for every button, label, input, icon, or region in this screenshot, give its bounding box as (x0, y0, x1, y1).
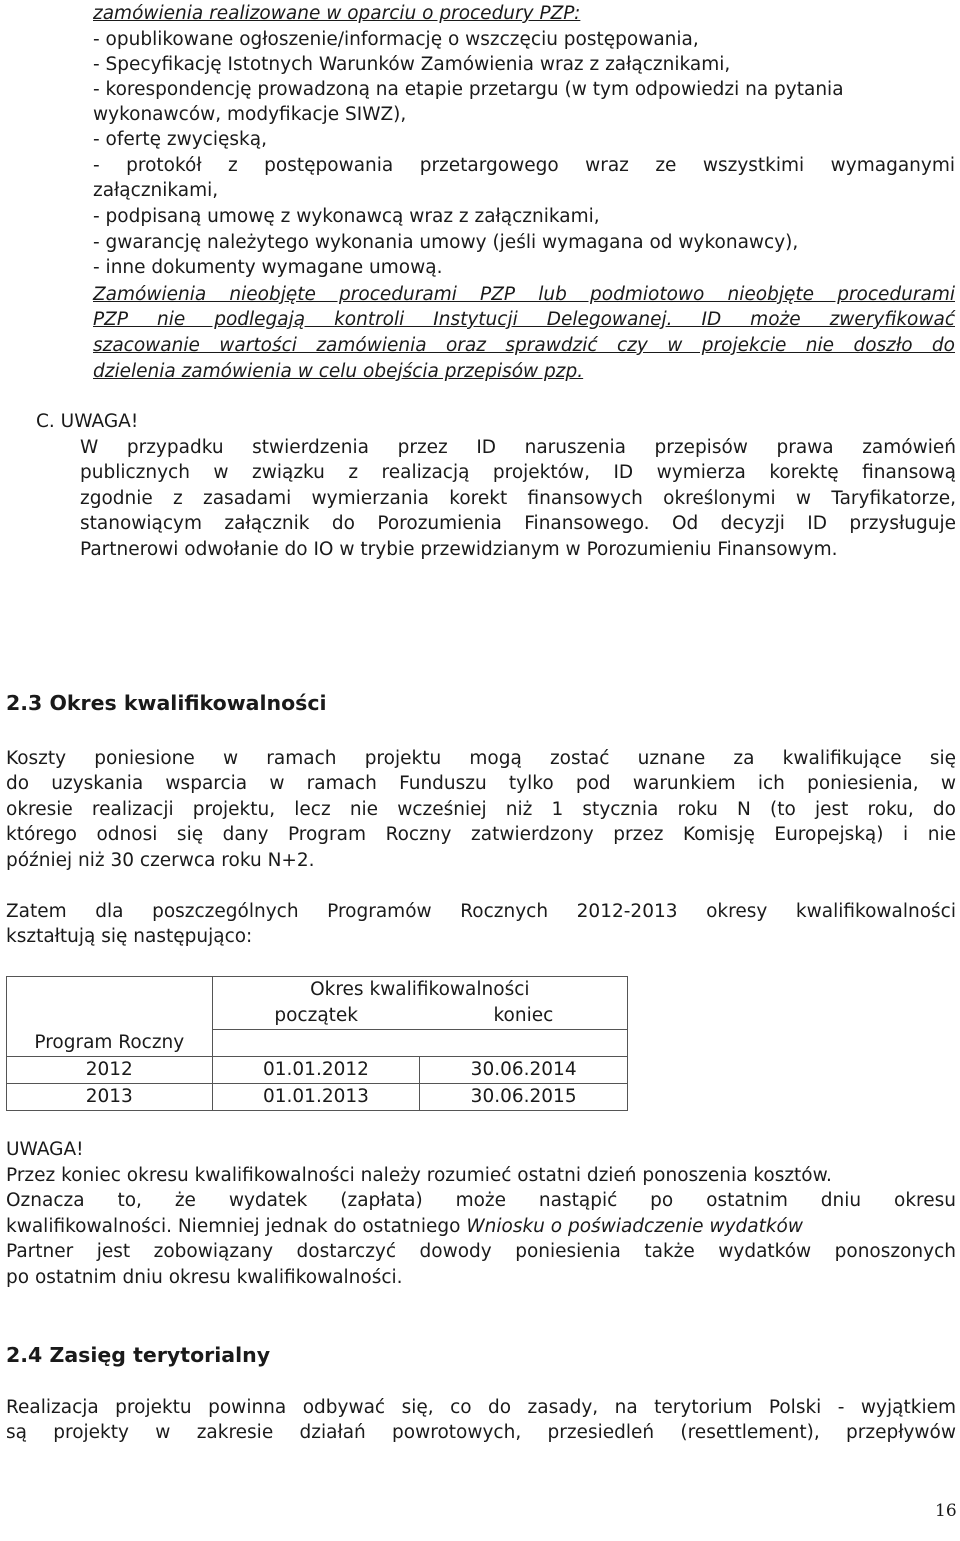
paragraph-line: są projekty w zakresie działań powrotowych, przesiedleń (resettlement), przepływów (6, 1422, 956, 1443)
paragraph-line: do uzyskania wsparcia w ramach Funduszu tylko pod warunkiem ich poniesienia, w (6, 773, 956, 794)
note-line: dzielenia zamówienia w celu obejścia przepisów pzp. (93, 361, 584, 382)
section-c-line: publicznych w związku z realizacją projektów, ID wymierza korektę finansową (80, 462, 956, 483)
list-item: - opublikowane ogłoszenie/informację o wszczęciu postępowania, (93, 29, 699, 50)
section-number: 2.3 (6, 691, 43, 715)
note-line: szacowanie wartości zamówienia oraz sprawdzić czy w projekcie nie doszło do (93, 335, 955, 356)
section-number: 2.4 (6, 1343, 43, 1367)
list-item: - protokół z postępowania przetargowego wraz ze wszystkimi wymaganymi (93, 155, 955, 176)
cell-end: 30.06.2014 (420, 1057, 628, 1084)
paragraph-line: którego odnosi się dany Program Roczny zatwierdzony przez Komisję Europejską) i nie (6, 824, 956, 845)
list-item: - Specyfikację Istotnych Warunków Zamówienia wraz z załącznikami, (93, 54, 731, 75)
uwaga-line (6, 1215, 803, 1239)
uwaga-line-plain: kwalifikowalności. Niemniej jednak do ostatniego (6, 1216, 467, 1237)
col-header-end: koniec (420, 1003, 628, 1030)
cell-program: 2012 (7, 1057, 213, 1084)
paragraph-line: okresie realizacji projektu, lecz nie wcześniej niż 1 stycznia roku N (to jest roku, do (6, 799, 956, 820)
list-item: - korespondencję prowadzoną na etapie przetargu (w tym odpowiedzi na pytania (93, 79, 844, 100)
note-line: PZP nie podlegają kontroli Instytucji Delegowanej. ID może zweryfikować (93, 309, 955, 330)
paragraph-line: kształtują się następująco: (6, 926, 253, 947)
uwaga-line: po ostatnim dniu okresu kwalifikowalności. (6, 1267, 403, 1288)
uwaga-line: Oznacza to, że wydatek (zapłata) może nastąpić po ostatnim dniu okresu (6, 1190, 956, 1211)
uwaga-label: UWAGA! (6, 1139, 84, 1160)
section-title: Okres kwalifikowalności (49, 691, 327, 715)
section-c-line: Partnerowi odwołanie do IO w trybie przewidzianym w Porozumieniu Finansowym. (80, 539, 838, 560)
list-item: - inne dokumenty wymagane umową. (93, 257, 443, 278)
table-row (7, 1057, 628, 1084)
section-c-line: W przypadku stwierdzenia przez ID naruszenia przepisów prawa zamówień (80, 437, 956, 458)
pzp-intro: zamówienia realizowane w oparciu o procedury PZP: (93, 3, 581, 24)
col-header-start: początek (212, 1003, 420, 1030)
list-item: wykonawców, modyfikacje SIWZ), (93, 104, 407, 125)
section-heading (6, 1343, 270, 1367)
cell-start: 01.01.2012 (212, 1057, 420, 1084)
page-number: 16 (935, 1501, 957, 1521)
uwaga-line: Partner jest zobowiązany dostarczyć dowody poniesienia także wydatków ponoszonych (6, 1241, 956, 1262)
uwaga-line-italic: Wniosku o poświadczenie wydatków (466, 1216, 804, 1237)
section-c-line: stanowiącym załącznik do Porozumienia Finansowego. Od decyzji ID przysługuje (80, 513, 956, 534)
note-line: Zamówienia nieobjęte procedurami PZP lub podmiotowo nieobjęte procedurami (93, 284, 955, 305)
eligibility-table (6, 976, 628, 1111)
section-c-line: zgodnie z zasadami wymierzania korekt finansowych określonymi w Taryfikatorze, (80, 488, 956, 509)
paragraph-line: Realizacja projektu powinna odbywać się, co do zasady, na terytorium Polski - wyjątkiem (6, 1397, 956, 1418)
section-title: Zasięg terytorialny (49, 1343, 271, 1367)
section-c-label: C. UWAGA! (36, 411, 139, 432)
list-item: - podpisaną umowę z wykonawcą wraz z załącznikami, (93, 206, 600, 227)
list-item: - gwarancję należytego wykonania umowy (jeśli wymagana od wykonawcy), (93, 232, 799, 253)
group-header: Okres kwalifikowalności (212, 977, 627, 1004)
cell-end: 30.06.2015 (420, 1084, 628, 1111)
cell-program: 2013 (7, 1084, 213, 1111)
paragraph-line: Koszty poniesione w ramach projektu mogą zostać uznane za kwalifikujące się (6, 748, 956, 769)
paragraph-line: później niż 30 czerwca roku N+2. (6, 850, 315, 871)
list-item: załącznikami, (93, 180, 219, 201)
paragraph-line: Zatem dla poszczególnych Programów Rocznych 2012-2013 okresy kwalifikowalności (6, 901, 956, 922)
uwaga-line: Przez koniec okresu kwalifikowalności należy rozumieć ostatni dzień ponoszenia kosztów. (6, 1165, 832, 1186)
section-heading (6, 691, 327, 715)
table-row (7, 1084, 628, 1111)
cell-start: 01.01.2013 (212, 1084, 420, 1111)
col-header-program: Program Roczny (7, 977, 213, 1057)
list-item: - ofertę zwycięską, (93, 129, 267, 150)
